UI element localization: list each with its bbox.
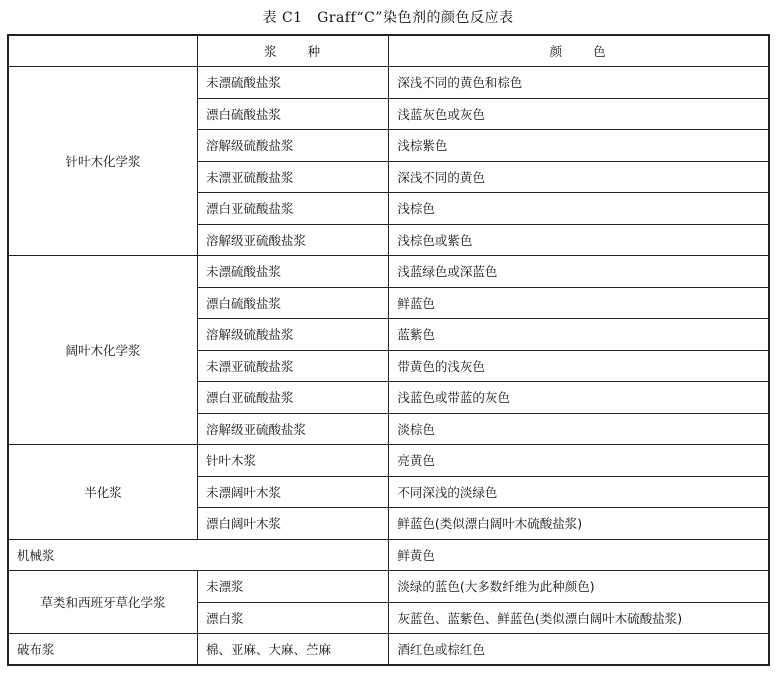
pulp-type-cell: 溶解级亚硫酸盐浆	[197, 224, 388, 256]
pulp-type-cell: 未漂亚硫酸盐浆	[197, 350, 388, 382]
table-row	[8, 67, 769, 99]
color-cell: 带黄色的浅灰色	[389, 350, 769, 382]
color-cell: 酒红色或棕红色	[389, 634, 769, 666]
category-cell: 机械浆	[8, 539, 389, 571]
color-cell: 深浅不同的黄色	[389, 161, 769, 193]
pulp-type-cell: 未漂浆	[197, 571, 388, 603]
header-row	[8, 35, 769, 67]
category-cell: 针叶木化学浆	[8, 67, 197, 256]
pulp-type-cell: 溶解级亚硫酸盐浆	[197, 413, 388, 445]
color-cell: 亮黄色	[389, 445, 769, 477]
pulp-type-cell: 漂白浆	[197, 602, 388, 634]
category-cell: 阔叶木化学浆	[8, 256, 197, 445]
category-cell: 半化浆	[8, 445, 197, 540]
header-color: 颜 色	[389, 35, 769, 67]
table-body	[8, 35, 769, 665]
category-cell: 破布浆	[8, 634, 197, 666]
color-cell: 淡棕色	[389, 413, 769, 445]
pulp-type-cell: 未漂硫酸盐浆	[197, 67, 388, 99]
table-row	[8, 634, 769, 666]
pulp-type-cell: 漂白硫酸盐浆	[197, 287, 388, 319]
color-cell: 蓝紫色	[389, 319, 769, 351]
pulp-type-cell: 未漂阔叶木浆	[197, 476, 388, 508]
color-cell: 鲜蓝色	[389, 287, 769, 319]
pulp-type-cell: 漂白硫酸盐浆	[197, 98, 388, 130]
color-cell: 浅棕色	[389, 193, 769, 225]
color-cell: 深浅不同的黄色和棕色	[389, 67, 769, 99]
header-pulp-type: 浆 种	[197, 35, 388, 67]
table-row	[8, 256, 769, 288]
color-cell: 灰蓝色、蓝紫色、鲜蓝色(类似漂白阔叶木硫酸盐浆)	[389, 602, 769, 634]
pulp-type-cell: 漂白亚硫酸盐浆	[197, 193, 388, 225]
color-cell: 浅蓝灰色或灰色	[389, 98, 769, 130]
pulp-type-cell: 未漂亚硫酸盐浆	[197, 161, 388, 193]
table-title: 表 C1 Graff“C”染色剂的颜色反应表	[262, 10, 514, 26]
pulp-type-cell: 溶解级硫酸盐浆	[197, 130, 388, 162]
color-cell: 鲜黄色	[389, 539, 769, 571]
pulp-type-cell: 棉、亚麻、大麻、苎麻	[197, 634, 388, 666]
pulp-type-cell: 溶解级硫酸盐浆	[197, 319, 388, 351]
table-row	[8, 539, 769, 571]
color-cell: 不同深浅的淡绿色	[389, 476, 769, 508]
color-cell: 浅棕紫色	[389, 130, 769, 162]
color-reaction-table	[7, 34, 770, 666]
color-cell: 浅棕色或紫色	[389, 224, 769, 256]
header-blank-cell	[8, 35, 197, 67]
table-row	[8, 571, 769, 603]
category-cell: 草类和西班牙草化学浆	[8, 571, 197, 634]
pulp-type-cell: 未漂硫酸盐浆	[197, 256, 388, 288]
table-row	[8, 445, 769, 477]
pulp-type-cell: 漂白亚硫酸盐浆	[197, 382, 388, 414]
color-cell: 浅蓝色或带蓝的灰色	[389, 382, 769, 414]
color-cell: 浅蓝绿色或深蓝色	[389, 256, 769, 288]
pulp-type-cell: 漂白阔叶木浆	[197, 508, 388, 540]
color-cell: 淡绿的蓝色(大多数纤维为此种颜色)	[389, 571, 769, 603]
color-cell: 鲜蓝色(类似漂白阔叶木硫酸盐浆)	[389, 508, 769, 540]
pulp-type-cell: 针叶木浆	[197, 445, 388, 477]
